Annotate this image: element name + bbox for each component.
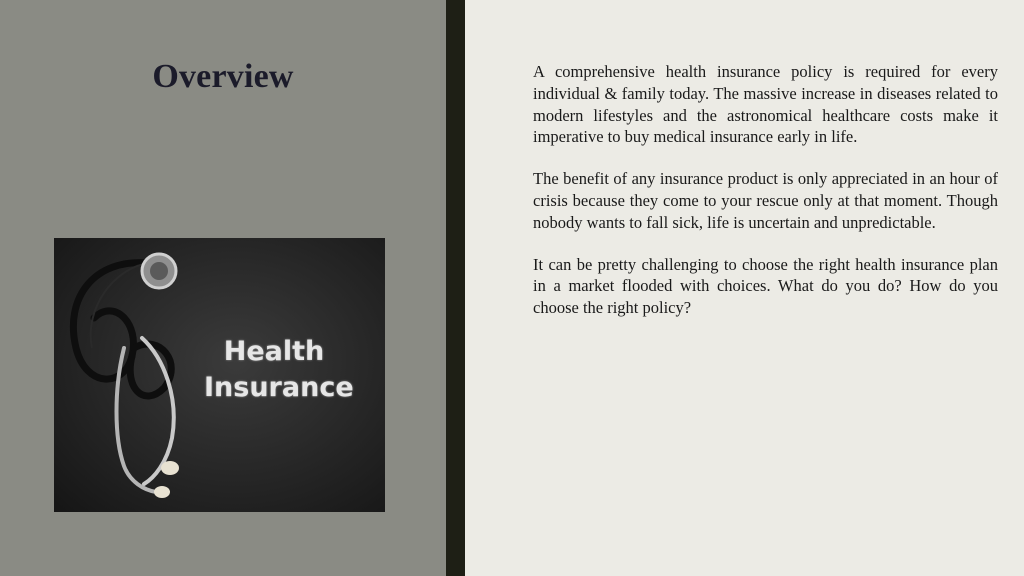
left-panel: [0, 0, 446, 576]
paragraph-2: The benefit of any insurance product is only appreciated in an hour of crisis because they come to your rescue only at that moment. Though nobody wants to fall sick, life is uncertain and unpredictable.: [533, 169, 998, 232]
image-caption: [204, 334, 354, 406]
paragraph-1: A comprehensive health insurance policy is required for every individual & family today. The massive increase in diseases related to modern lifestyles and the astronomical healthcare costs make it imperative to buy medical insurance early in life.: [533, 62, 998, 147]
body-text: [533, 61, 998, 339]
paragraph-3: It can be pretty challenging to choose the right health insurance plan in a market flooded with choices. What do you do? How do you choose the right policy?: [533, 254, 998, 318]
slide-title: Overview: [152, 58, 294, 95]
health-insurance-image: [54, 238, 385, 512]
panel-divider: [446, 0, 465, 576]
image-caption-line2: Insurance: [204, 372, 354, 403]
image-caption-line1: Health: [223, 336, 325, 367]
